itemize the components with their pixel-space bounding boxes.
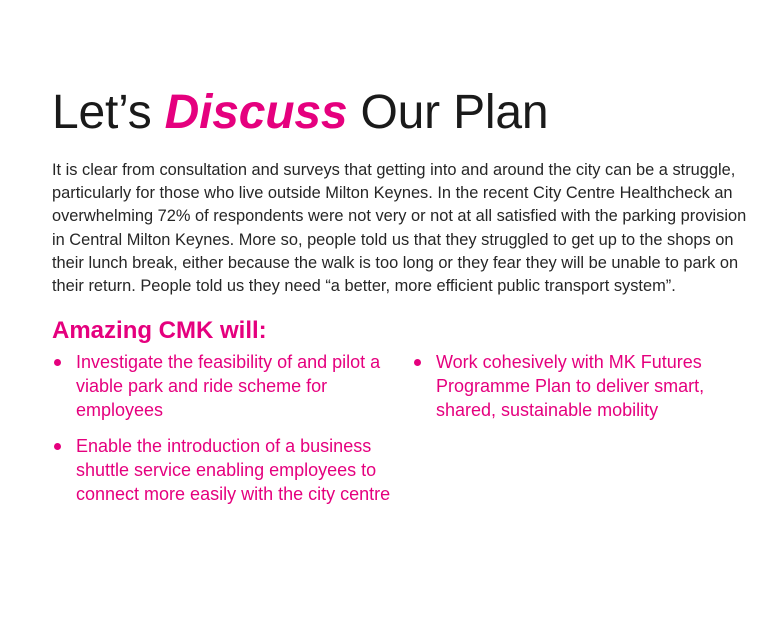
bullet-item — [52, 434, 412, 506]
bullet-text: Investigate the feasibility of and pilot a viable park and ride scheme for employees — [76, 352, 381, 421]
bullet-text: Work cohesively with MK Futures Programme Plan to deliver smart, shared, sustainable mobility — [436, 352, 705, 421]
bullet-dot-icon — [414, 359, 421, 366]
bullet-item — [412, 350, 752, 422]
page-title — [52, 80, 752, 146]
title-accent: Discuss — [164, 86, 348, 139]
bullet-list-left — [52, 350, 412, 518]
section-subheading: Amazing CMK will: — [52, 317, 267, 345]
bullet-columns — [52, 350, 752, 518]
bullet-list-right — [412, 350, 752, 518]
title-tail: Our Plan — [347, 86, 549, 139]
intro-paragraph: It is clear from consultation and surveys that getting into and around the city can be a struggle, particularly for those who live outside Milton Keynes. In the recent City Centre Healthcheck an overwhelming 72% of respondents were not very or not at all satisfied with the parking provision in Central Milton Keynes. More so, people told us that they struggled to get up to the shops on their lunch break, either because the walk is too long or they fear they will be unable to park on their return. People told us they need “a better, more efficient public transport system”. — [52, 161, 747, 296]
title-lead: Let’s — [52, 86, 165, 139]
bullet-item — [52, 350, 412, 422]
bullet-text: Enable the introduction of a business shuttle service enabling employees to connect more easily with the city centre — [76, 436, 391, 505]
bullet-dot-icon — [54, 443, 61, 450]
page-content — [52, 80, 752, 518]
bullet-dot-icon — [54, 359, 61, 366]
